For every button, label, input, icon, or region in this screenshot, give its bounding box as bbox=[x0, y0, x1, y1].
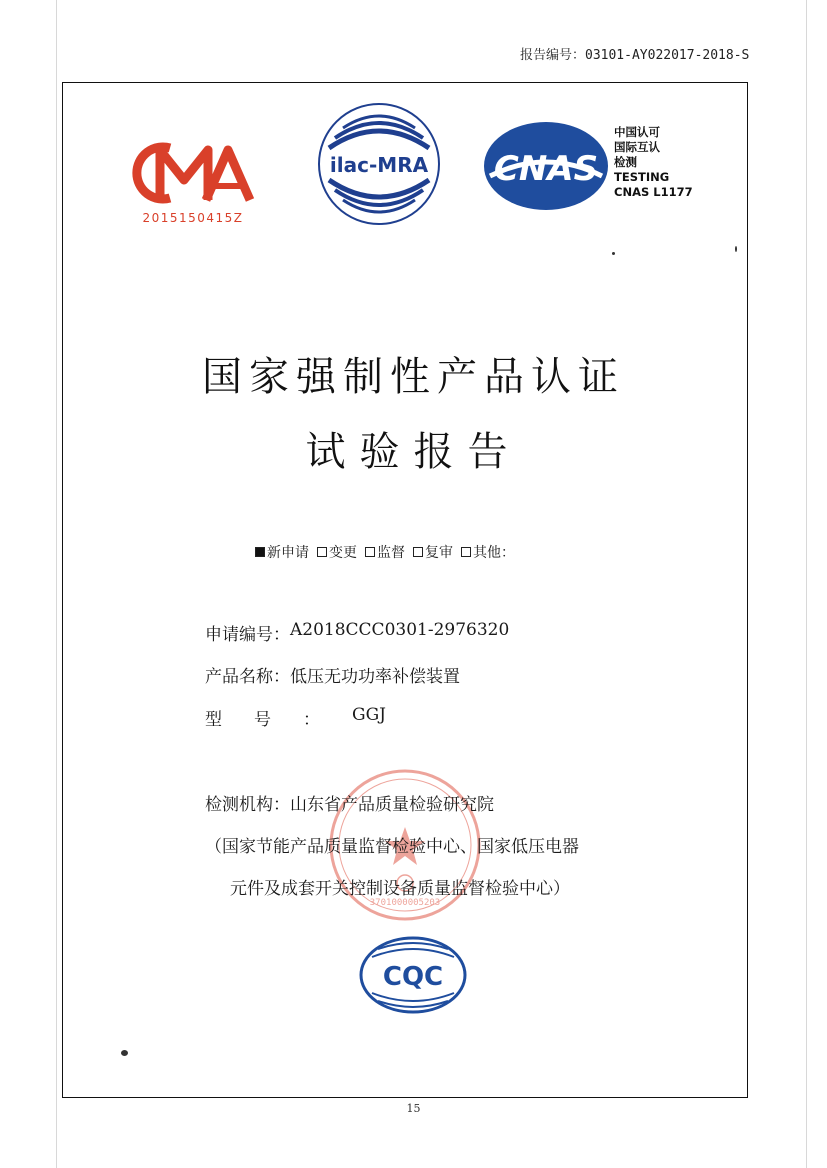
page-edge-left bbox=[56, 0, 57, 1168]
cma-letter-a bbox=[206, 150, 250, 200]
page-edge-right bbox=[806, 0, 807, 1168]
testing-lab-line2: （国家节能产品质量监督检验中心、国家低压电器 bbox=[205, 837, 579, 857]
product-name-row bbox=[205, 662, 460, 687]
testing-lab-label: 检测机构： bbox=[205, 795, 290, 815]
option-label-other: 其他： bbox=[473, 545, 515, 561]
option-change bbox=[317, 542, 357, 562]
cqc-text: CQC bbox=[382, 962, 444, 992]
ilac-mra-logo bbox=[315, 100, 443, 228]
checkbox-supervision bbox=[365, 547, 375, 557]
option-new-application bbox=[255, 542, 309, 562]
application-number-value: A2018CCC0301-2976320 bbox=[290, 620, 510, 640]
cnas-caption-line4: TESTING bbox=[614, 170, 670, 184]
option-label-supervision: 监督 bbox=[377, 545, 405, 561]
testing-lab-value: 山东省产品质量检验研究院 bbox=[290, 795, 494, 815]
checkbox-review bbox=[413, 547, 423, 557]
report-number: 报告编号：03101-AY022017-2018-S bbox=[520, 48, 750, 63]
cma-logo bbox=[128, 128, 258, 226]
model-row bbox=[205, 705, 386, 730]
application-number-row bbox=[205, 620, 509, 645]
testing-lab-line3: 元件及成套开关控制设备质量监督检验中心） bbox=[230, 879, 570, 899]
scan-speck bbox=[121, 1050, 128, 1056]
cnas-caption-line2: 国际互认 bbox=[614, 140, 660, 154]
document-title-line1: 国家强制性产品认证 bbox=[202, 354, 625, 400]
scan-speck bbox=[735, 246, 737, 252]
document-title-line2: 试验报告 bbox=[305, 429, 522, 475]
application-type-options bbox=[255, 542, 515, 562]
application-number-label: 申请编号： bbox=[205, 625, 290, 645]
checkbox-other bbox=[461, 547, 471, 557]
product-name-label: 产品名称： bbox=[205, 667, 290, 687]
cqc-logo bbox=[358, 935, 468, 1015]
option-label-new: 新申请 bbox=[267, 545, 309, 561]
cnas-caption-line5: CNAS L1177 bbox=[614, 185, 693, 199]
checkbox-new-application-checked bbox=[255, 547, 265, 557]
cnas-text: CNAS bbox=[493, 149, 599, 189]
option-supervision bbox=[365, 542, 405, 562]
stamp-code: 3701000005203 bbox=[369, 898, 441, 908]
page-number: 15 bbox=[406, 1102, 421, 1115]
option-other bbox=[461, 542, 515, 562]
cma-letter-m bbox=[160, 150, 208, 200]
product-name-value: 低压无功功率补偿装置 bbox=[290, 667, 460, 687]
model-value: GGJ bbox=[352, 705, 386, 725]
cnas-caption bbox=[614, 125, 693, 200]
checkbox-change bbox=[317, 547, 327, 557]
testing-lab-row bbox=[205, 790, 494, 815]
cma-number: 2015150415Z bbox=[142, 211, 244, 225]
option-review bbox=[413, 542, 453, 562]
cnas-caption-line1: 中国认可 bbox=[614, 125, 660, 139]
cnas-caption-line3: 检测 bbox=[614, 155, 637, 169]
model-label: 型号： bbox=[205, 710, 352, 730]
option-label-review: 复审 bbox=[425, 545, 453, 561]
scan-speck bbox=[612, 252, 615, 255]
option-label-change: 变更 bbox=[329, 545, 357, 561]
ilac-mra-text: ilac-MRA bbox=[329, 153, 429, 177]
